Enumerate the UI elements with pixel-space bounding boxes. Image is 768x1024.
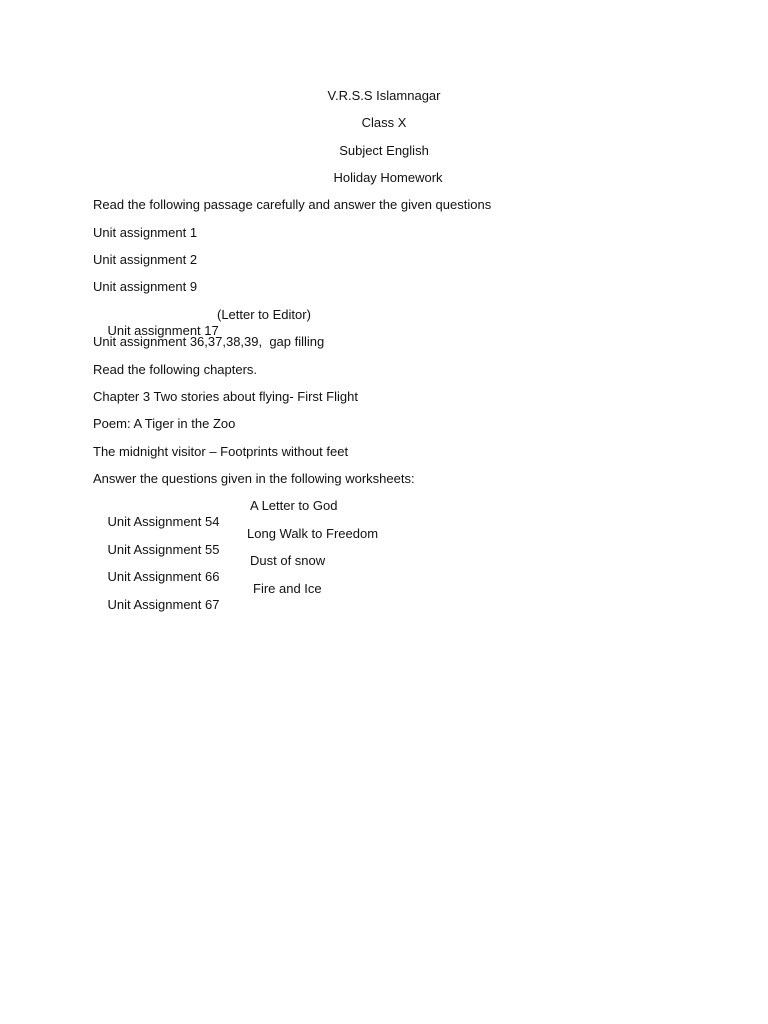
worksheet-label: Unit Assignment 66 <box>107 569 220 584</box>
instruction-chapters: Read the following chapters. <box>93 362 258 377</box>
worksheet-title: A Letter to God <box>250 498 338 513</box>
worksheet-title: Fire and Ice <box>253 581 322 596</box>
instruction-passage: Read the following passage carefully and answer the given questions <box>93 197 492 212</box>
instruction-worksheets: Answer the questions given in the following worksheets: <box>93 471 415 486</box>
unit-assignment-17-note: (Letter to Editor) <box>217 307 311 322</box>
school-name: V.R.S.S Islamnagar <box>327 88 441 103</box>
worksheet-title: Dust of snow <box>250 553 326 568</box>
worksheet-title: Long Walk to Freedom <box>247 526 379 541</box>
unit-assignment-gap-filling: Unit assignment 36,37,38,39, gap filling <box>93 334 325 349</box>
unit-assignment-1: Unit assignment 1 <box>93 225 198 240</box>
worksheet-label: Unit Assignment 54 <box>107 514 220 529</box>
worksheet-label: Unit Assignment 67 <box>107 597 220 612</box>
worksheet-row <box>93 581 322 645</box>
poem-item: Poem: A Tiger in the Zoo <box>93 416 236 431</box>
unit-assignment-17-label: Unit assignment 17 <box>107 323 219 338</box>
subject-line: Subject English <box>339 143 429 158</box>
unit-assignment-2: Unit assignment 2 <box>93 252 198 267</box>
unit-assignment-9: Unit assignment 9 <box>93 279 198 294</box>
chapter-3-item: Chapter 3 Two stories about flying- First Flight <box>93 389 358 404</box>
worksheet-label: Unit Assignment 55 <box>107 542 220 557</box>
page-title: Holiday Homework <box>333 170 443 185</box>
class-line: Class X <box>361 115 407 130</box>
midnight-visitor-item: The midnight visitor – Footprints without feet <box>93 444 349 459</box>
